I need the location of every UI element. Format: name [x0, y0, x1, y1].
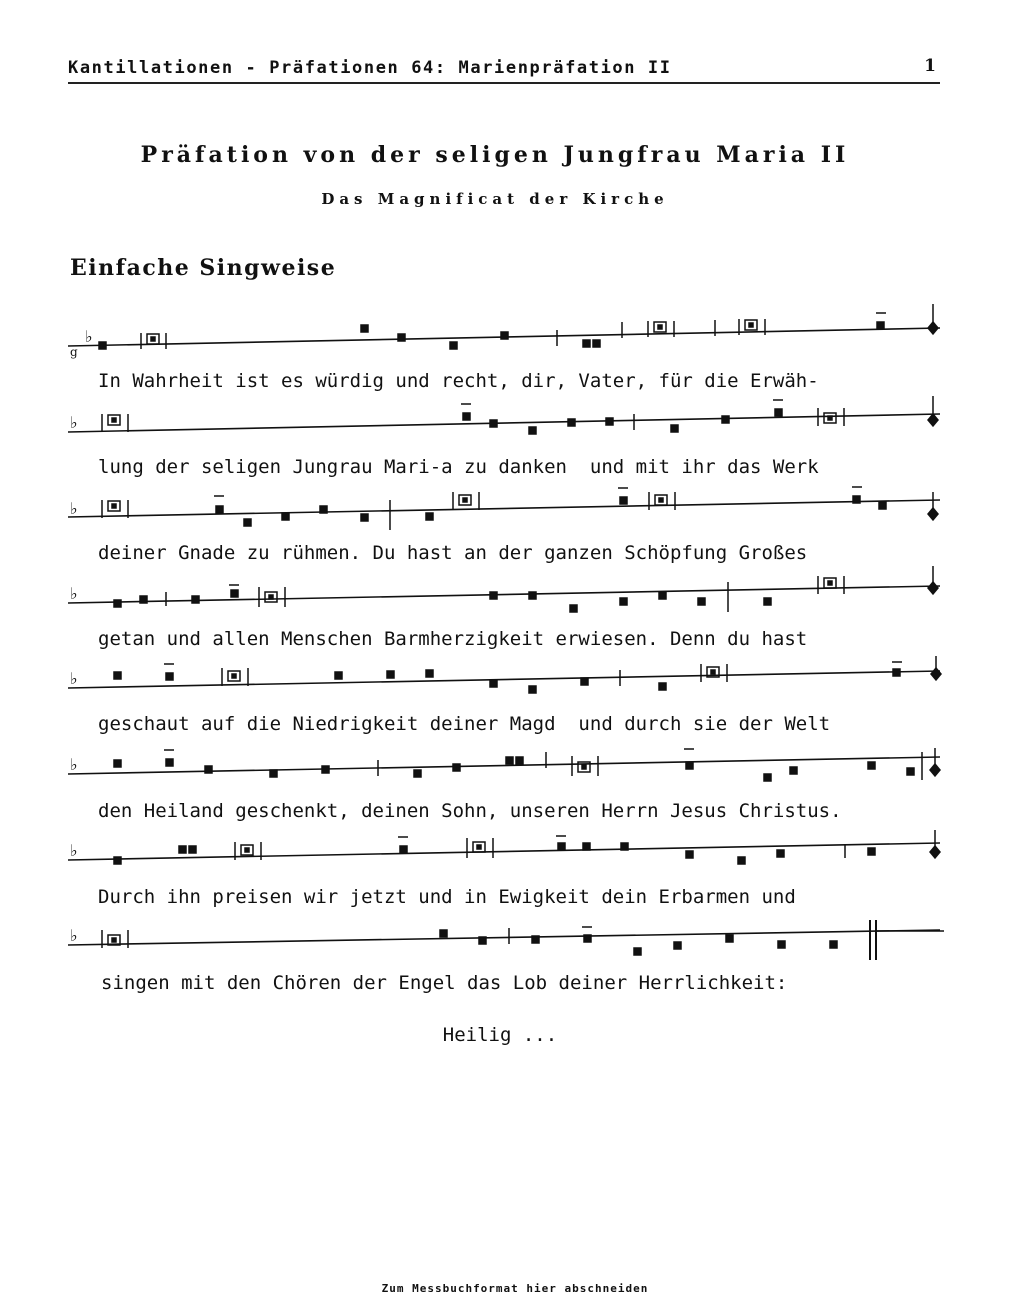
flat-icon: ♭	[70, 926, 78, 945]
flat-icon: ♭	[70, 499, 78, 518]
lyric-line-6: den Heiland geschenkt, deinen Sohn, unseren Herrn Jesus Christus.	[98, 800, 842, 822]
flat-icon: ♭	[70, 584, 78, 603]
section-heading: Einfache Singweise	[70, 255, 337, 281]
flat-icon: ♭	[70, 841, 78, 860]
lyric-line-5: geschaut auf die Niedrigkeit deiner Magd und durch sie der Welt	[98, 713, 831, 735]
closing-text: Heilig ...	[442, 1024, 558, 1046]
header-title: Kantillationen - Präfationen 64: Marienpräfation II	[68, 58, 672, 78]
document-subtitle: Das Magnificat der Kirche	[321, 190, 669, 208]
flat-icon: ♭	[70, 755, 78, 774]
flat-icon: ♭	[70, 669, 78, 688]
lyric-line-8: singen mit den Chören der Engel das Lob deiner Herrlichkeit:	[101, 972, 788, 994]
lyric-line-2: lung der seligen Jungrau Mari-a zu danken und mit ihr das Werk	[98, 456, 819, 478]
cut-instruction: Zum Messbuchformat hier abschneiden	[381, 1282, 649, 1295]
document-title: Präfation von der seligen Jungfrau Maria II	[140, 142, 850, 168]
clef-g: g	[70, 345, 78, 359]
flat-icon: ♭	[70, 413, 78, 432]
lyric-line-4: getan und allen Menschen Barmherzigkeit erwiesen. Denn du hast	[98, 628, 808, 650]
lyric-line-1: In Wahrheit ist es würdig und recht, dir, Vater, für die Erwäh-	[98, 370, 819, 392]
lyric-line-3: deiner Gnade zu rühmen. Du hast an der ganzen Schöpfung Großes	[98, 542, 808, 564]
lyric-line-7: Durch ihn preisen wir jetzt und in Ewigkeit dein Erbarmen und	[98, 886, 796, 908]
flat-icon: ♭	[85, 327, 93, 346]
page-number: 1	[924, 56, 936, 76]
